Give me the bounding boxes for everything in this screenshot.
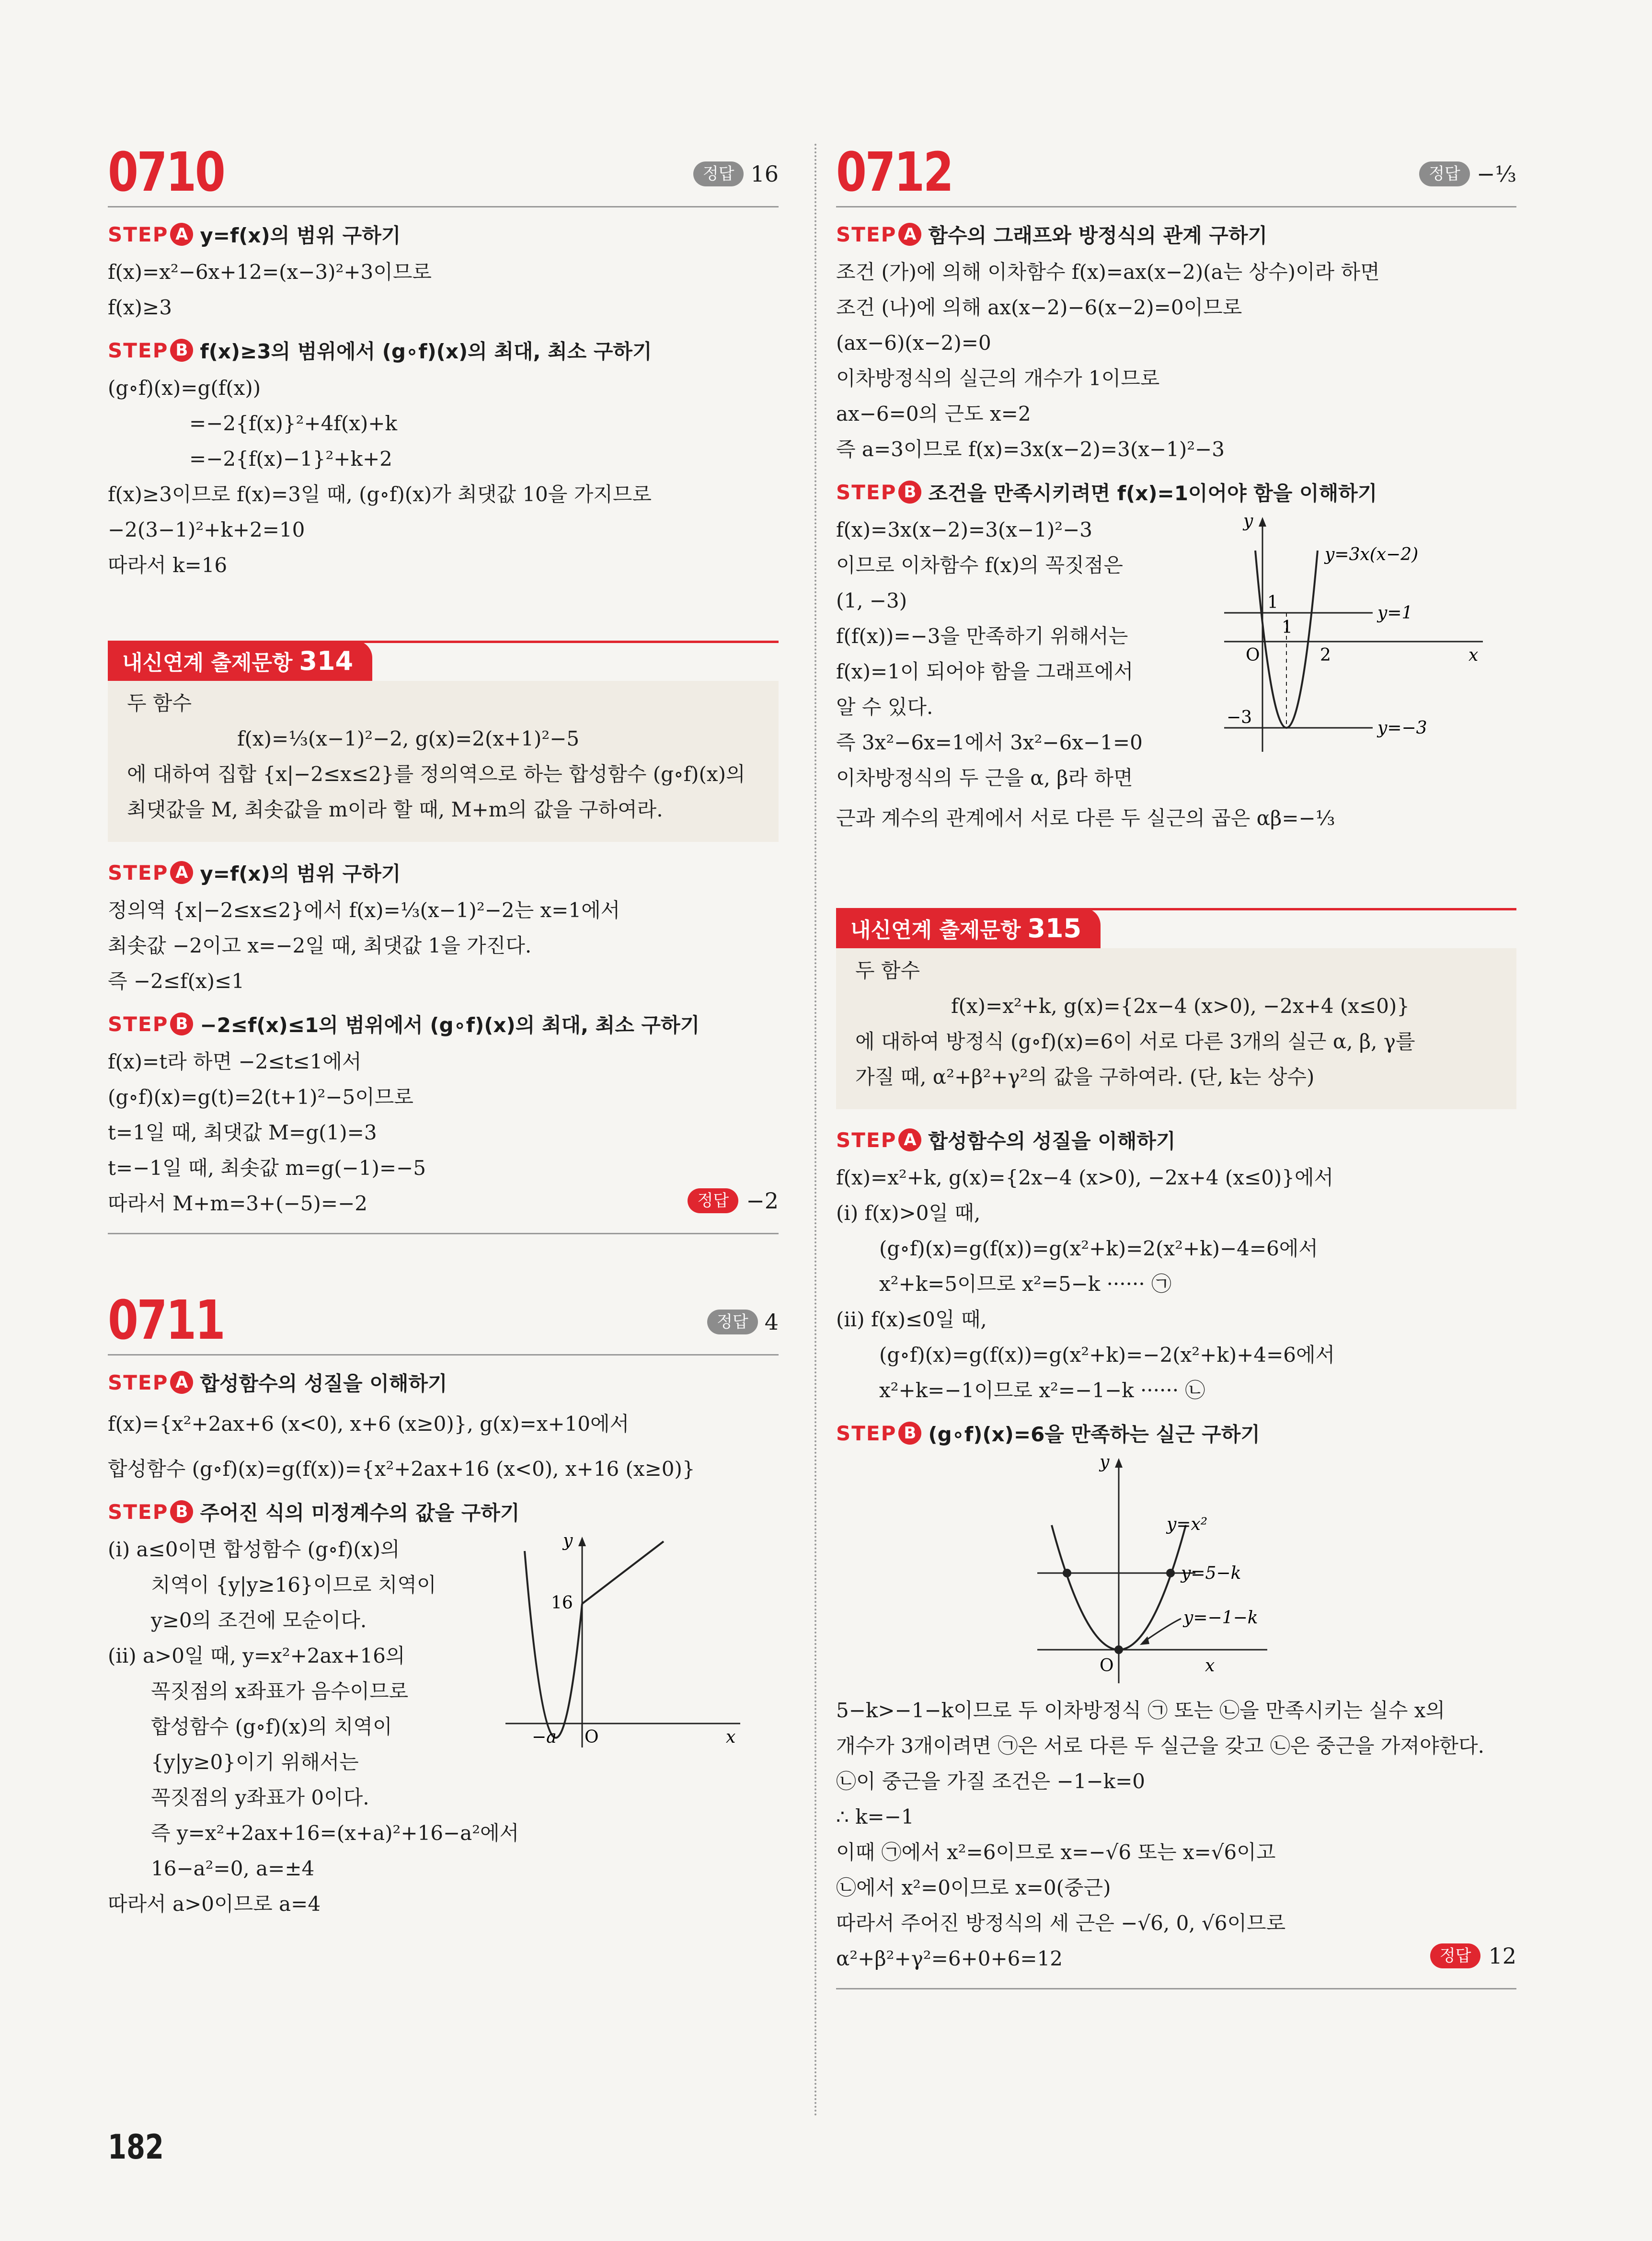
solution-line: 개수가 3개이려면 ㉠은 서로 다른 두 실근을 갖고 ㉡은 중근을 가져야한다. [836,1734,1485,1758]
problem-line: 에 대하여 방정식 (g∘f)(x)=6이 서로 다른 3개의 실근 α, β, γ를 [855,1030,1415,1053]
problem-0712-header [836,141,1516,207]
problem-line: f(x)=x²+k, g(x)={2x−4 (x>0), −2x+4 (x≤0)} [951,994,1410,1018]
box-label: 내신연계 출제문항 [122,651,293,675]
solution-line: =−2{f(x)−1}²+k+2 [189,447,392,471]
parabola-graph-0711 [505,1532,745,1757]
solution-line: 즉 y=x²+2ax+16=(x+a)²+16−a²에서 [151,1821,519,1845]
solution-line: f(x)=x²−6x+12=(x−3)²+3이므로 [108,260,432,284]
solution-line: f(x)=t라 하면 −2≤t≤1에서 [108,1050,362,1073]
solution-line: x²+k=5이므로 x²=5−k ······ ㉠ [879,1272,1172,1296]
solution-line: 근과 계수의 관계에서 서로 다른 두 실근의 곱은 αβ=−⅓ [836,806,1335,830]
solution-line: 꼭짓점의 x좌표가 음수이므로 [151,1679,409,1703]
solution-line: f(x)≥3이므로 f(x)=3일 때, (g∘f)(x)가 최댓값 10을 가지므로 [108,483,652,506]
solution-line: 합성함수 (g∘f)(x)의 치역이 [151,1715,392,1738]
x-tick-2: 2 [1320,645,1331,665]
x-axis-label: x [1468,645,1479,665]
y-tick-minus3: −3 [1227,708,1252,727]
vertex-analysis [836,512,1516,836]
solution-line: x²+k=−1이므로 x²=−1−k ······ ㉡ [879,1379,1205,1402]
origin-label: O [585,1727,599,1747]
solution-line: 16−a²=0, a=±4 [151,1857,315,1880]
intersection-point [1114,1645,1123,1654]
separator [108,1233,779,1234]
solution-line: α²+β²+γ²=6+0+6=12 [836,1947,1063,1970]
solution-line: 즉 a=3이므로 f(x)=3x(x−2)=3(x−1)²−3 [836,437,1225,461]
problem-line: 최댓값을 M, 최솟값을 m이라 할 때, M+m의 값을 구하여라. [127,798,663,821]
y-axis-label: y [1243,512,1253,531]
step-letter: A [170,223,193,246]
solution-line: 조건 (나)에 의해 ax(x−2)−6(x−2)=0이므로 [836,296,1242,319]
answer-area [1419,161,1516,187]
problem-line: f(x)=⅓(x−1)²−2, g(x)=2(x+1)²−5 [237,727,580,750]
solution-line: (g∘f)(x)=g(f(x)) [108,376,261,400]
solution-line: 최솟값 −2이고 x=−2일 때, 최댓값 1을 가진다. [108,934,532,957]
problem-number: 0711 [108,1289,224,1352]
solution-line: f(f(x))=−3을 만족하기 위해서는 [836,624,1128,648]
step-title: 조건을 만족시키려면 f(x)=1이어야 함을 이해하기 [928,482,1377,505]
solution-line: −2(3−1)²+k+2=10 [108,518,305,541]
curve-label: y=3x(x−2) [1325,545,1419,564]
solution-line: (g∘f)(x)=g(f(x))=g(x²+k)=2(x²+k)−4=6에서 [879,1237,1318,1260]
linear-piece [582,1541,664,1604]
step-label: STEP [108,338,169,362]
left-column [108,141,779,1922]
step-label: STEP [108,1012,169,1036]
solution-line: 이므로 이차함수 f(x)의 꼭짓점은 [836,553,1123,577]
step-title: (g∘f)(x)=6을 만족하는 실근 구하기 [928,1423,1260,1446]
step-letter: A [170,861,193,884]
parabola-graph-0712 [1224,512,1492,761]
answer-badge: 정답 [1430,1943,1481,1968]
solution-line: 합성함수 (g∘f)(x)=g(f(x))={x²+2ax+16 (x<0), x+16 (x≥0)} [108,1457,695,1481]
solution-line: t=−1일 때, 최솟값 m=g(−1)=−5 [108,1156,426,1180]
x-axis-label: x [726,1727,736,1747]
step-b-heading [836,1419,1516,1448]
solution-line: t=1일 때, 최댓값 M=g(1)=3 [108,1121,377,1144]
step-letter: A [898,1128,921,1151]
step-label: STEP [108,1500,169,1524]
solution-line: f(x)={x²+2ax+6 (x<0), x+6 (x≥0)}, g(x)=x+10에서 [108,1412,630,1436]
line-label: y=5−k [1181,1563,1241,1583]
graph-area-315 [836,1453,1516,1693]
problem-0711-header [108,1289,779,1356]
step-label: STEP [836,480,897,504]
related-problem-box-314 [108,641,779,842]
solution-line: 따라서 k=16 [108,553,228,577]
solution-line: f(x)≥3 [108,296,172,319]
problem-number: 0712 [836,141,952,204]
solution-line: 따라서 M+m=3+(−5)=−2 [108,1192,367,1215]
problem-number: 0710 [108,141,224,204]
answer-area [693,161,779,187]
solution-line: (ⅰ) f(x)>0일 때, [836,1201,981,1225]
parabola-curve [525,1551,582,1738]
box-body [836,948,1516,1109]
solution-line: ax−6=0의 근도 x=2 [836,402,1031,425]
step-title: f(x)≥3의 범위에서 (g∘f)(x)의 최대, 최소 구하기 [200,340,652,363]
step-label: STEP [108,861,169,885]
solution-line: 이차방정식의 두 근을 α, β라 하면 [836,766,1133,790]
step-letter: B [898,481,921,504]
step-b-heading [108,336,779,365]
step-title: y=f(x)의 범위 구하기 [200,862,401,885]
x-axis-label: x [1205,1656,1215,1676]
origin-label: O [1100,1656,1114,1676]
step-a-heading [836,1126,1516,1154]
pointer-arrowhead [1140,1636,1149,1645]
solution-line: f(x)=1이 되어야 함을 그래프에서 [836,660,1134,683]
step-letter: A [170,1371,193,1394]
curve-label: y=x² [1167,1515,1208,1534]
related-problem-box-315 [836,908,1516,1109]
step-letter: B [898,1422,921,1445]
solution-line: =−2{f(x)}²+4f(x)+k [189,412,397,435]
solution-line: 이때 ㉠에서 x²=6이므로 x=−√6 또는 x=√6이고 [836,1840,1276,1864]
x-tick-1: 1 [1282,618,1293,637]
solution-line: 정의역 {x|−2≤x≤2}에서 f(x)=⅓(x−1)²−2는 x=1에서 [108,898,620,922]
box-number: 314 [299,646,354,676]
step-letter: B [170,1012,193,1035]
y-axis-label: y [563,1532,573,1551]
solution-line: (1, −3) [836,589,907,612]
solution-line: (ⅱ) f(x)≤0일 때, [836,1308,987,1331]
step-letter: A [898,223,921,246]
box-body [108,681,779,842]
solution-line: y≥0의 조건에 모순이다. [151,1609,367,1632]
line-label-y1: y=1 [1377,603,1413,623]
solution-line: f(x)=x²+k, g(x)={2x−4 (x>0), −2x+4 (x≤0)}에서 [836,1166,1334,1189]
step-title: y=f(x)의 범위 구하기 [200,224,401,247]
step-label: STEP [836,1421,897,1445]
solution-line: 알 수 있다. [836,695,933,719]
solution-line: ∴ k=−1 [836,1805,914,1828]
solution-line: (ax−6)(x−2)=0 [836,331,991,355]
step-title: 함수의 그래프와 방정식의 관계 구하기 [928,224,1268,247]
answer-badge: 정답 [688,1188,738,1213]
step-label: STEP [108,222,169,246]
solution-line: 치역이 {y|y≥16}이므로 치역이 [151,1573,436,1597]
box-rule [108,641,779,643]
step-title: 합성함수의 성질을 이해하기 [928,1129,1176,1153]
intersection-point [1166,1569,1175,1577]
answer-value: 12 [1488,1943,1516,1969]
answer-value: 4 [764,1309,779,1335]
origin-label: O [1246,645,1260,665]
box-label: 내신연계 출제문항 [850,918,1021,942]
step-label: STEP [108,1370,169,1394]
column-divider [815,144,816,2118]
solution-line: ㉡이 중근을 가질 조건은 −1−k=0 [836,1770,1146,1793]
step-title: 합성함수의 성질을 이해하기 [200,1372,447,1395]
y-tick-1: 1 [1267,593,1278,612]
y-axis-arrow [578,1537,586,1546]
answer-badge: 정답 [693,161,744,186]
box-title [836,908,1101,948]
solution-line: 이차방정식의 실근의 개수가 1이므로 [836,367,1160,390]
step-title: 주어진 식의 미정계수의 값을 구하기 [200,1501,520,1525]
step-label: STEP [836,222,897,246]
answer-value: −2 [746,1188,779,1214]
answer-value: 16 [750,161,779,187]
vertex-x-label: −a [532,1727,557,1747]
y-axis-label: y [1100,1453,1110,1472]
step-b-heading [108,1010,779,1038]
case-analysis [108,1532,779,1922]
solution-line: f(x)=3x(x−2)=3(x−1)²−3 [836,518,1093,541]
step-a-heading [836,220,1516,249]
problem-line: 에 대하여 집합 {x|−2≤x≤2}를 정의역으로 하는 합성함수 (g∘f)(x)의 [127,762,746,786]
answer-badge: 정답 [1419,161,1470,186]
line-label-y-minus3: y=−3 [1377,718,1427,738]
solution-line: 따라서 주어진 방정식의 세 근은 −√6, 0, √6이므로 [836,1911,1286,1935]
problem-line: 두 함수 [127,691,192,715]
solution-line: ㉡에서 x²=0이므로 x=0(중근) [836,1876,1111,1899]
step-a-heading [108,858,779,887]
box-number: 315 [1027,913,1082,943]
line-label: y=−1−k [1183,1608,1258,1628]
box-title [108,641,372,681]
step-title: −2≤f(x)≤1의 범위에서 (g∘f)(x)의 최대, 최소 구하기 [200,1013,700,1037]
y-axis-arrow [1115,1458,1123,1468]
separator [836,1988,1516,1989]
solution-line: 따라서 a>0이므로 a=4 [108,1892,321,1916]
step-label: STEP [836,1128,897,1152]
step-b-heading [836,478,1516,506]
step-letter: B [170,339,193,362]
intersection-point [1063,1569,1071,1577]
box-rule [836,908,1516,910]
answer-badge: 정답 [707,1310,758,1334]
solution-line: (g∘f)(x)=g(f(x))=g(x²+k)=−2(x²+k)+4=6에서 [879,1343,1335,1367]
solution-line: 5−k>−1−k이므로 두 이차방정식 ㉠ 또는 ㉡을 만족시키는 실수 x의 [836,1699,1446,1722]
pointer-arrow [1143,1619,1181,1643]
right-column [836,141,1516,1989]
solution-line: 즉 3x²−6x=1에서 3x²−6x−1=0 [836,731,1143,754]
answer-area [707,1309,779,1335]
problem-line: 두 함수 [855,959,920,982]
solution-line: (ⅱ) a>0일 때, y=x²+2ax+16의 [108,1644,405,1667]
step-b-heading [108,1497,779,1526]
page-number: 182 [108,2127,164,2167]
solution-line: (g∘f)(x)=g(t)=2(t+1)²−5이므로 [108,1085,413,1109]
intercept-label: 16 [551,1593,573,1613]
step-a-heading [108,1368,779,1397]
problem-line: 가질 때, α²+β²+γ²의 값을 구하여라. (단, k는 상수) [855,1065,1315,1089]
solution-line: (ⅰ) a≤0이면 합성함수 (g∘f)(x)의 [108,1538,400,1561]
solution-line: {y|y≥0}이기 위해서는 [151,1750,359,1774]
answer-value: −⅓ [1476,161,1516,187]
solution-line: 꼭짓점의 y좌표가 0이다. [151,1786,369,1809]
problem-0710-header [108,141,779,207]
solution-line: 조건 (가)에 의해 이차함수 f(x)=ax(x−2)(a는 상수)이라 하면 [836,260,1380,284]
parabola-graph-315 [1037,1453,1306,1688]
step-letter: B [170,1500,193,1523]
y-axis-arrow [1259,517,1266,527]
solution-line: 즉 −2≤f(x)≤1 [108,969,244,993]
step-a-heading [108,220,779,249]
